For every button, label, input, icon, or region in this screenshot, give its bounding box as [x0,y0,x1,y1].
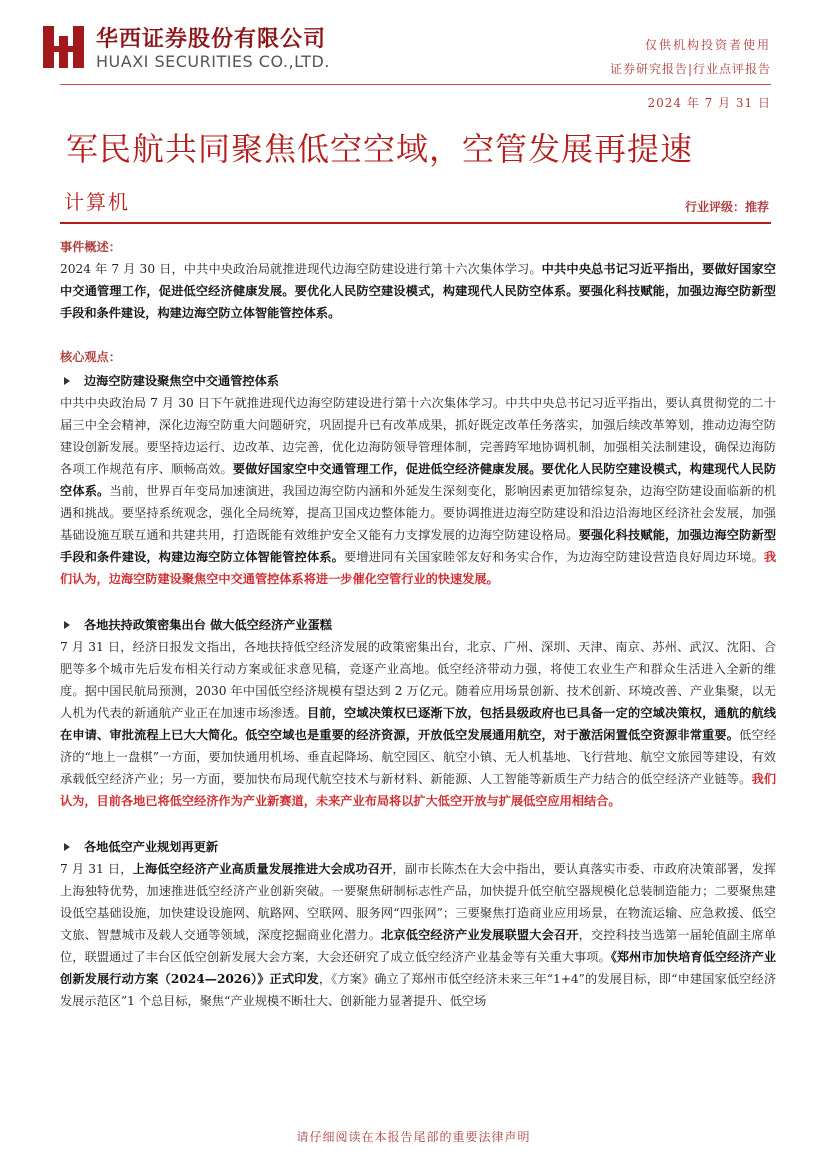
bullet-triangle-icon [64,843,70,851]
s1-text-1: 中共中央政治局 7 月 30 日下午就推进现代边海空防建设进行第十六次集体学习。中共中央总书记习近平指出，要认真贯彻党的二十届三中全会精神，深化边海空防重大问题研究，巩固提升已有改革成果，抓好既定改革任务落实，加强后续改革筹划，推动边海空防建设创新发展。要坚持边运行、边改革、边完善，优化边海防领导管理体制，完善跨军地协调机制，加强相关法制建设，确保边海防各项工作规范有序、顺畅高效。 [60,396,776,476]
s3-emphasis-3: 《郑州市加快培育低空经济产业创新发展行动方案（2024—2026）》正式印发 [60,950,777,986]
document-type: 证券研究报告|行业点评报告 [609,62,771,76]
brand-name-en: HUAXI SECURITIES CO.,LTD. [96,52,330,71]
section-3-paragraph [60,858,776,1012]
distribution-restriction: 仅供机构投资者使用 [644,38,771,52]
section-1-paragraph [60,392,776,590]
s2-text-1: 7 月 31 日，经济日报发文指出，各地扶持低空经济发展的政策密集出台，北京、广州、深圳、天津、南京、苏州、武汉、沈阳、合肥等多个城市先后发布相关行动方案或征求意见稿，竞逐产业高地。低空经济带动力强，将使工农业生产和群众生活进入全新的维度。据中国民航局预测，2030 年中国低空经济规模有望达到 2 万亿元。随着应用场景创新、技术创新、环境改善、产业集聚，以无人机为代表的新通航产业正在加速市场渗透。 [60,640,776,720]
s2-emphasis-1: 目前，空域决策权已逐渐下放，包括县级政府也已具备一定的空域决策权，通航的航线在申请、审批流程上已大大简化。低空空域也是重要的经济资源，开放低空发展通用航空，对于激活闲置低空资源非常重要。 [60,706,777,742]
section-2-paragraph [60,636,776,812]
sector-name: 计算机 [64,190,130,214]
section-2-heading [60,614,776,636]
section-3-heading [60,836,776,858]
s1-text-2: 当前，世界百年变局加速演进，我国边海空防内涵和外延发生深刻变化，影响因素更加错综复杂，边海空防建设面临新的机遇和挑战。要坚持系统观念，强化全局统筹，提高卫国戍边整体能力。要协调推进边海空防建设和沿边沿海地区经济社会发展，加强基础设施互联互通和共建共用，打造既能有效维护安全又能有力支撑发展的边海空防建设格局。 [60,484,776,542]
s3-text-3: ，交控科技当选第一届轮值副主席单位，联盟通过了丰台区低空创新发展大会方案，大会还研究了成立低空经济产业基金等有关重大事项。 [60,928,777,964]
event-heading: 事件概述： [60,240,121,254]
report-body [60,236,776,1012]
industry-rating: 行业评级：推荐 [684,200,769,214]
event-paragraph [60,258,776,324]
s1-text-3: 要增进同有关国家睦邻友好和务实合作，为边海空防建设营造良好周边环境。 [344,550,764,564]
core-heading: 核心观点： [60,350,121,364]
section-2-title: 各地扶持政策密集出台 做大低空经济产业蛋糕 [84,618,332,632]
s2-text-2: 低空经济的“地上一盘棋”一方面，要加快通用机场、垂直起降场、航空园区、航空小镇、无人机基地、飞行营地、航空文旅园等建设，有效承载低空经济产业；另一方面，要加快布局现代航空技术与新材料、新能源、人工智能等新质生产力结合的低空经济产业链等。 [60,728,777,786]
s3-text-4: ，《方案》确立了郑州市低空经济未来三年“1+4”的发展目标，即“申建国家低空经济发展示范区”1 个总目标，聚焦“产业规模不断壮大、创新能力显著提升、低空场 [60,972,777,1008]
section-1-heading [60,370,776,392]
section-3-title: 各地低空产业规划再更新 [84,840,219,854]
s3-emphasis-2: 北京低空经济产业发展联盟大会召开 [381,928,579,942]
s1-emphasis-2: 要强化科技赋能，加强边海空防新型手段和条件建设，构建边海空防立体智能管控体系。 [60,528,777,564]
s1-emphasis-1: 要做好国家空中交通管理工作，促进低空经济健康发展。要优化人民防空建设模式，构建现代人民防空体系。 [60,462,777,498]
section-1-title: 边海空防建设聚焦空中交通管控体系 [84,374,279,388]
s1-conclusion: 我们认为，边海空防建设聚焦空中交通管控体系将进一步催化空管行业的快速发展。 [60,550,777,586]
sector-divider [60,222,771,224]
report-title: 军民航共同聚焦低空空域，空管发展再提速 [66,130,694,168]
s2-conclusion: 我们认为，目前各地已将低空经济作为产业新赛道，未来产业布局将以扩大低空开放与扩展低空应用相结合。 [60,772,777,808]
legal-notice-footer: 请仔细阅读在本报告尾部的重要法律声明 [296,1130,531,1144]
bullet-triangle-icon [64,377,70,385]
report-header [0,0,827,120]
event-emphasis: 中共中央总书记习近平指出，要做好国家空中交通管理工作，促进低空经济健康发展。要优化人民防空建设模式，构建现代人民防空体系。要强化科技赋能，加强边海空防新型手段和条件建设，构建边海空防立体智能管控体系。 [60,262,776,320]
s3-text-2: ，副市长陈杰在大会中指出，要认真落实市委、市政府决策部署，发挥上海独特优势，加速推进低空经济产业创新突破。一要聚焦研制标志性产品，加快提升低空航空器规模化总装制造能力；二要聚焦建设低空基础设施，加快建设设施网、航路网、空联网、服务网“四张网”；三要聚焦打造商业应用场景，在物流运输、应急救援、低空文旅、智慧城市及载人交通等领域，深度挖掘商业化潜力。 [60,862,777,942]
s3-emphasis-1: 上海低空经济产业高质量发展推进大会成功召开 [132,862,393,876]
huaxi-logo-icon [40,22,90,72]
header-divider [60,84,771,85]
brand-name-cn: 华西证券股份有限公司 [96,27,327,52]
bullet-triangle-icon [64,621,70,629]
report-date: 2024 年 7 月 31 日 [647,96,771,110]
event-text: 2024 年 7 月 30 日，中共中央政治局就推进现代边海空防建设进行第十六次集体学习。 [60,262,542,276]
s3-text-1: 7 月 31 日， [60,862,133,876]
